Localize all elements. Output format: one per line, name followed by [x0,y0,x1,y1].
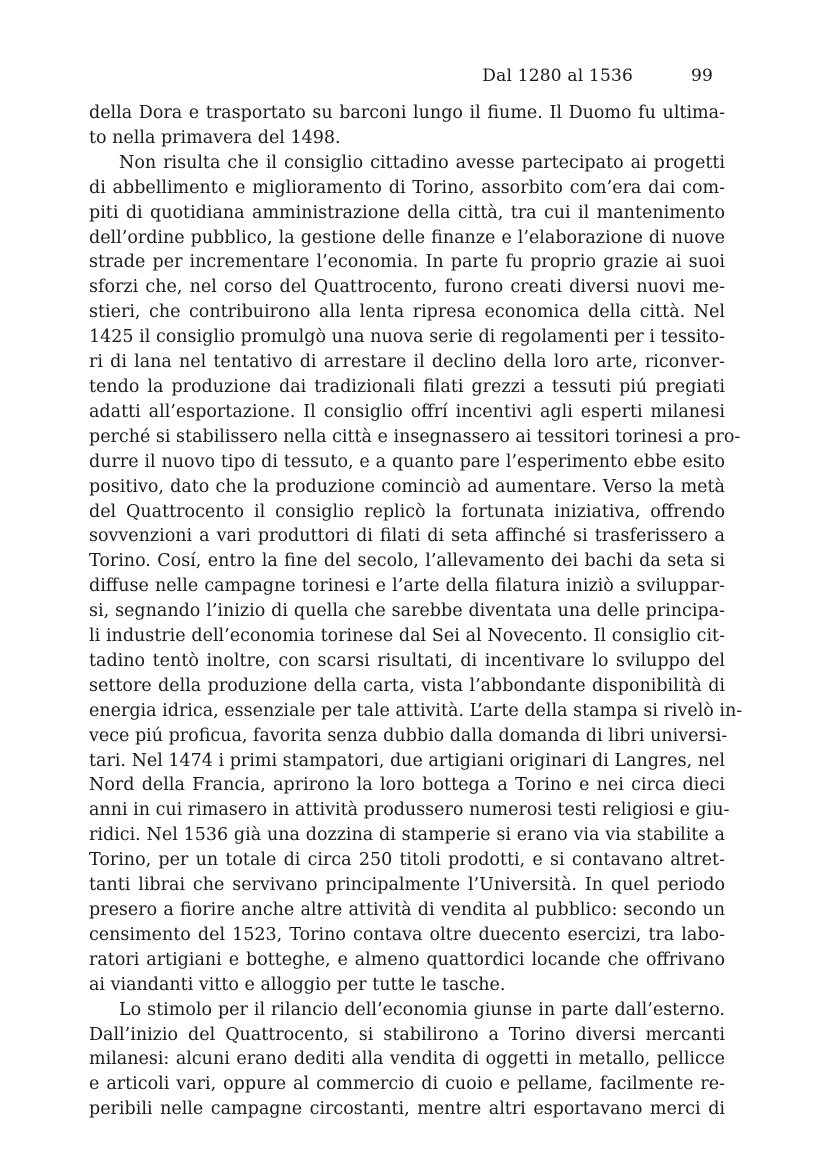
text-line: strade per incrementare l’economia. In parte fu proprio grazie ai suoi [89,252,725,273]
text-line: Lo stimolo per il rilancio dell’economia giunse in parte dall’esterno. [119,999,725,1020]
text-line: li industrie dell’economia torinese dal Sei al Novecento. Il consiglio cit- [89,626,725,647]
page-number: 99 [690,66,713,86]
text-line: milanesi: alcuni erano dediti alla vendita di oggetti in metallo, pellicce [89,1049,725,1070]
text-line: anni in cui rimasero in attività produssero numerosi testi religiosi e giu- [89,800,730,821]
text-line: ridici. Nel 1536 già una dozzina di stamperie si erano via via stabilite a [89,825,725,846]
text-line: Nord della Francia, aprirono la loro bottega a Torino e nei circa dieci [89,775,725,796]
text-line: si, segnando l’inizio di quella che sarebbe diventata una delle principa- [89,601,725,622]
text-line: stieri, che contribuirono alla lenta ripresa economica della città. Nel [89,302,725,323]
running-title: Dal 1280 al 1536 [482,66,633,86]
text-line: tadino tentò inoltre, con scarsi risultati, di incentivare lo sviluppo del [89,650,725,671]
text-line: sforzi che, nel corso del Quattrocento, furono creati diversi nuovi me- [89,277,725,298]
text-line: ratori artigiani e botteghe, e almeno quattordici locande che offrivano [89,949,725,970]
text-line: dell’ordine pubblico, la gestione delle finanze e l’elaborazione di nuove [89,227,725,248]
text-line: sovvenzioni a vari produttori di filati di seta affinché si trasferissero a [89,526,725,547]
text-line: ri di lana nel tentativo di arrestare il declino della loro arte, riconver- [89,352,725,373]
text-line: durre il nuovo tipo di tessuto, e a quanto pare l’esperimento ebbe esito [89,451,725,472]
text-line: Dall’inizio del Quattrocento, si stabilirono a Torino diversi mercanti [89,1024,725,1045]
text-line: piti di quotidiana amministrazione della città, tra cui il mantenimento [89,202,725,223]
text-line: to nella primavera del 1498. [89,127,341,148]
text-line: 1425 il consiglio promulgò una nuova serie di regolamenti per i tessito- [89,327,725,348]
text-line: tendo la produzione dai tradizionali filati grezzi a tessuti piú pregiati [89,376,725,397]
book-page [89,62,743,1122]
text-line: della Dora e trasportato su barconi lungo il fiume. Il Duomo fu ultima- [89,103,725,123]
text-line: Torino. Cosí, entro la fine del secolo, l’allevamento dei bachi da seta si [89,551,725,572]
text-line: del Quattrocento il consiglio replicò la fortunata iniziativa, offrendo [89,501,725,522]
text-line: Torino, per un totale di circa 250 titoli prodotti, e si contavano altret- [89,850,725,871]
text-line: vece piú proficua, favorita senza dubbio dalla domanda di libri universi- [89,725,728,746]
text-line: positivo, dato che la produzione cominciò ad aumentare. Verso la metà [89,476,725,497]
running-head [89,62,725,92]
text-line: e articoli vari, oppure al commercio di cuoio e pellame, facilmente re- [89,1074,725,1095]
text-line: tari. Nel 1474 i primi stampatori, due artigiani originari di Langres, nel [89,750,725,771]
text-line: presero a fiorire anche altre attività di vendita al pubblico: secondo un [89,900,725,920]
text-line: censimento del 1523, Torino contava oltre duecento esercizi, tra labo- [89,924,725,945]
text-line: Non risulta che il consiglio cittadino avesse partecipato ai progetti [119,152,725,173]
text-line: adatti all’esportazione. Il consiglio offrí incentivi agli esperti milanesi [89,401,725,422]
text-line: diffuse nelle campagne torinesi e l’arte della filatura iniziò a sviluppar- [89,576,725,597]
text-line: perché si stabilissero nella città e insegnassero ai tessitori torinesi a pro- [89,426,741,447]
text-line: peribili nelle campagne circostanti, mentre altri esportavano merci di [89,1099,725,1120]
text-line: settore della produzione della carta, vista l’abbondante disponibilità di [89,675,725,696]
text-line: tanti librai che servivano principalmente l’Università. In quel periodo [89,875,725,896]
text-line: ai viandanti vitto e alloggio per tutte le tasche. [89,974,506,995]
text-line: di abbellimento e miglioramento di Torino, assorbito com’era dai com- [89,177,725,198]
body-text [89,101,743,1122]
text-line: energia idrica, essenziale per tale attività. L’arte della stampa si rivelò in- [89,700,743,721]
